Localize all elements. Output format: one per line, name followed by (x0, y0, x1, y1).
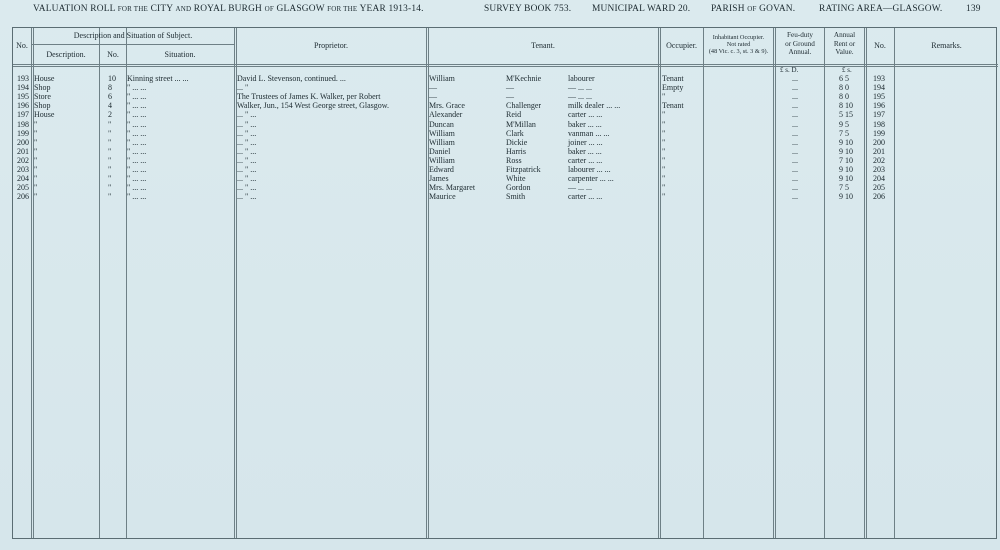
cell-occ: Tenant (662, 101, 684, 111)
cell-occ: " (662, 183, 666, 193)
col-description: Description. (46, 50, 86, 59)
cell-no: 205 (17, 183, 29, 193)
cell-occ: Empty (662, 83, 684, 93)
cell-no2: 205 (873, 183, 885, 193)
cell-desc: Shop (34, 101, 51, 111)
cell-no: 202 (17, 155, 29, 165)
rent-units: £ s. (842, 66, 852, 74)
cell-sit: " ... ... (127, 183, 147, 193)
survey-book: SURVEY BOOK 753. (484, 4, 572, 14)
cell-prop: ... " ... (237, 183, 257, 193)
col-rent-line: Annual (833, 31, 856, 39)
col-remarks: Remarks. (931, 41, 962, 50)
cell-prop: The Trustees of James K. Walker, per Robert (237, 92, 381, 102)
cell-feu: ... (792, 110, 798, 120)
cell-sit: " ... ... (127, 165, 147, 174)
cell-rent: 8 0 (839, 83, 849, 93)
cell-occ: " (662, 119, 666, 129)
cell-occ: " (662, 146, 666, 156)
cell-prop: ... " ... (237, 119, 257, 129)
page-number: 139 (966, 4, 981, 14)
cell-tlast: Harris (506, 146, 526, 156)
cell-tocc: milk dealer ... ... (568, 101, 621, 111)
municipal-ward: MUNICIPAL WARD 20. (592, 4, 691, 14)
cell-occ: " (662, 174, 666, 184)
col-feu-line: Feu-duty (787, 31, 813, 39)
col-tenant: Tenant. (531, 41, 555, 50)
rating-area: RATING AREA—GLASGOW. (819, 4, 943, 14)
cell-prop: ... " ... (237, 137, 257, 147)
cell-tocc: carter ... ... (568, 155, 603, 165)
cell-sit: " ... ... (127, 83, 147, 93)
cell-rent: 5 15 (839, 110, 853, 120)
cell-no: 200 (17, 137, 29, 147)
cell-tlast: Fitzpatrick (506, 165, 541, 174)
cell-prop: David L. Stevenson, continued. ... (237, 74, 346, 83)
header-text: FOR THE (327, 5, 358, 13)
cell-desc: " (34, 183, 38, 193)
cell-no2: 206 (873, 192, 885, 202)
cell-tfirst: James (429, 174, 449, 184)
header-text: GLASGOW (276, 4, 325, 14)
cell-num: " (108, 183, 112, 193)
cell-num: 6 (108, 92, 112, 102)
cell-no: 195 (17, 92, 29, 102)
cell-tfirst: Alexander (429, 110, 463, 120)
cell-desc: " (34, 146, 38, 156)
cell-no: 201 (17, 146, 29, 156)
cell-no: 193 (17, 74, 29, 83)
cell-num: " (108, 137, 112, 147)
cell-rent: 6 5 (839, 74, 849, 83)
cell-rent: 9 5 (839, 119, 849, 129)
cell-no2: 197 (873, 110, 885, 120)
cell-rent: 8 0 (839, 92, 849, 102)
cell-no: 194 (17, 83, 29, 93)
cell-feu: ... (792, 155, 798, 165)
cell-tfirst: — (429, 83, 437, 93)
cell-tlast: M'Millan (506, 119, 536, 129)
cell-tocc: baker ... ... (568, 119, 602, 129)
cell-sit: " ... ... (127, 119, 147, 129)
cell-no2: 196 (873, 101, 885, 111)
cell-desc: " (34, 192, 38, 202)
subheader-rule (32, 44, 234, 45)
cell-num: " (108, 174, 112, 184)
cell-prop: ... " ... (237, 110, 257, 120)
cell-tocc: labourer (568, 74, 595, 83)
table-row (13, 192, 998, 203)
cell-rent: 9 10 (839, 137, 853, 147)
cell-desc: Shop (34, 83, 51, 93)
cell-tocc: labourer ... ... (568, 165, 611, 174)
cell-desc: " (34, 155, 38, 165)
col-rent-line: Value. (835, 48, 854, 56)
cell-rent: 8 10 (839, 101, 853, 111)
cell-no: 196 (17, 101, 29, 111)
header-text: GOVAN. (759, 4, 796, 14)
col-feu-duty (776, 31, 824, 57)
cell-prop: ... " ... (237, 165, 257, 174)
col-no-right: No. (874, 41, 886, 50)
cell-feu: ... (792, 192, 798, 202)
cell-feu: ... (792, 92, 798, 102)
cell-occ: " (662, 165, 666, 174)
cell-sit: Kinning street ... ... (127, 74, 189, 83)
cell-no2: 195 (873, 92, 885, 102)
cell-prop: ... " (237, 83, 249, 93)
col-rent-line: Rent or (833, 39, 856, 48)
cell-tfirst: William (429, 137, 455, 147)
col-inhabitant-line: (48 Vic. c. 3, st. 3 & 9). (708, 48, 769, 55)
cell-prop: ... " ... (237, 128, 257, 138)
cell-tlast: Challenger (506, 101, 542, 111)
cell-prop: ... " ... (237, 155, 257, 165)
cell-tfirst: Mrs. Margaret (429, 183, 476, 193)
cell-tfirst: Edward (429, 165, 454, 174)
cell-feu: ... (792, 183, 798, 193)
cell-feu: ... (792, 128, 798, 138)
cell-tlast: — (506, 83, 514, 93)
cell-tlast: Ross (506, 155, 522, 165)
cell-desc: " (34, 137, 38, 147)
cell-tfirst: — (429, 92, 437, 102)
cell-tocc: — ... ... (568, 183, 592, 193)
col-occupier: Occupier. (666, 41, 697, 50)
cell-num: 10 (108, 74, 116, 83)
col-num: No. (107, 50, 119, 59)
cell-rent: 7 10 (839, 155, 853, 165)
cell-tfirst: Daniel (429, 146, 451, 156)
cell-no2: 203 (873, 165, 885, 174)
cell-occ: Tenant (662, 74, 684, 83)
cell-no: 197 (17, 110, 29, 120)
cell-occ: " (662, 92, 666, 102)
cell-occ: " (662, 137, 666, 147)
cell-rent: 9 10 (839, 165, 853, 174)
cell-no2: 193 (873, 74, 885, 83)
cell-tocc: vanman ... ... (568, 128, 610, 138)
cell-feu: ... (792, 165, 798, 174)
cell-rent: 9 10 (839, 146, 853, 156)
cell-rent: 9 10 (839, 192, 853, 202)
col-no: No. (16, 41, 28, 50)
cell-tlast: Reid (506, 110, 522, 120)
header-text: OF (264, 5, 274, 13)
cell-tlast: — (506, 92, 514, 102)
cell-desc: " (34, 165, 38, 174)
cell-sit: " ... ... (127, 174, 147, 184)
header-text: PARISH (711, 4, 745, 14)
cell-no: 206 (17, 192, 29, 202)
header-text: VALUATION ROLL (33, 4, 116, 14)
cell-sit: " ... ... (127, 192, 147, 202)
cell-feu: ... (792, 146, 798, 156)
cell-num: 8 (108, 83, 112, 93)
cell-tfirst: William (429, 128, 455, 138)
cell-tocc: carter ... ... (568, 192, 603, 202)
cell-sit: " ... ... (127, 110, 147, 120)
cell-num: " (108, 192, 112, 202)
cell-sit: " ... ... (127, 101, 147, 111)
header-text: FOR THE (117, 5, 149, 13)
col-situation: Situation. (164, 50, 196, 59)
cell-tlast: Dickie (506, 137, 528, 147)
cell-tlast: White (506, 174, 526, 184)
col-annual-rent (825, 31, 864, 57)
cell-no: 199 (17, 128, 29, 138)
cell-prop: Walker, Jun., 154 West George street, Glasgow. (237, 101, 389, 111)
cell-sit: " ... ... (127, 128, 147, 138)
col-feu-line: Annual. (788, 48, 812, 56)
cell-rent: 7 5 (839, 183, 849, 193)
header-text: OF (747, 5, 757, 13)
col-feu-line: or Ground (785, 39, 815, 48)
cell-desc: " (34, 119, 38, 129)
col-inhabitant-line: Not rated (726, 41, 751, 48)
cell-no: 198 (17, 119, 29, 129)
cell-sit: " ... ... (127, 146, 147, 156)
cell-feu: ... (792, 137, 798, 147)
cell-tfirst: William (429, 155, 455, 165)
cell-num: " (108, 128, 112, 138)
cell-num: " (108, 155, 112, 165)
cell-tfirst: Mrs. Grace (429, 101, 465, 111)
cell-rent: 9 10 (839, 174, 853, 184)
parish (711, 4, 795, 14)
cell-tocc: carter ... ... (568, 110, 603, 120)
col-proprietor: Proprietor. (314, 41, 348, 50)
header-title (33, 4, 424, 14)
cell-occ: " (662, 192, 666, 202)
cell-tfirst: Duncan (429, 119, 454, 129)
col-inhabitant (704, 34, 773, 55)
header-text: CITY (150, 4, 173, 14)
cell-tfirst: Maurice (429, 192, 456, 202)
cell-sit: " ... ... (127, 92, 147, 102)
cell-prop: ... " ... (237, 192, 257, 202)
cell-num: " (108, 165, 112, 174)
cell-tocc: — ... ... (568, 83, 592, 93)
cell-prop: ... " ... (237, 146, 257, 156)
cell-num: " (108, 119, 112, 129)
cell-no2: 204 (873, 174, 885, 184)
cell-no2: 200 (873, 137, 885, 147)
cell-no2: 194 (873, 83, 885, 93)
cell-desc: House (34, 110, 55, 120)
cell-tlast: M'Kechnie (506, 74, 542, 83)
cell-no: 203 (17, 165, 29, 174)
cell-sit: " ... ... (127, 137, 147, 147)
cell-no2: 198 (873, 119, 885, 129)
cell-desc: " (34, 128, 38, 138)
col-inhabitant-line: Inhabitant Occupier. (712, 34, 765, 41)
cell-tocc: carpenter ... ... (568, 174, 614, 184)
cell-tlast: Clark (506, 128, 524, 138)
cell-tfirst: William (429, 74, 455, 83)
cell-no2: 199 (873, 128, 885, 138)
cell-desc: Store (34, 92, 51, 102)
cell-feu: ... (792, 74, 798, 83)
cell-occ: " (662, 155, 666, 165)
header-text: YEAR 1913-14. (359, 4, 424, 14)
cell-num: " (108, 146, 112, 156)
header-text: AND (175, 5, 192, 13)
header-text: ROYAL BURGH (193, 4, 263, 14)
cell-feu: ... (792, 119, 798, 129)
cell-occ: " (662, 110, 666, 120)
cell-occ: " (662, 128, 666, 138)
cell-desc: " (34, 174, 38, 184)
cell-no2: 202 (873, 155, 885, 165)
cell-feu: ... (792, 174, 798, 184)
col-desc-group: Description and Situation of Subject. (73, 31, 193, 40)
roll-table (12, 27, 997, 539)
cell-feu: ... (792, 101, 798, 111)
cell-sit: " ... ... (127, 155, 147, 165)
cell-tocc: — ... ... (568, 92, 592, 102)
cell-no: 204 (17, 174, 29, 184)
cell-num: 2 (108, 110, 112, 120)
feu-units: £ s. D. (780, 66, 799, 74)
cell-num: 4 (108, 101, 112, 111)
cell-rent: 7 5 (839, 128, 849, 138)
cell-tocc: baker ... ... (568, 146, 602, 156)
cell-prop: ... " ... (237, 174, 257, 184)
cell-no2: 201 (873, 146, 885, 156)
cell-tocc: joiner ... ... (568, 137, 603, 147)
cell-feu: ... (792, 83, 798, 93)
cell-desc: House (34, 74, 55, 83)
cell-tlast: Smith (506, 192, 526, 202)
cell-tlast: Gordon (506, 183, 531, 193)
